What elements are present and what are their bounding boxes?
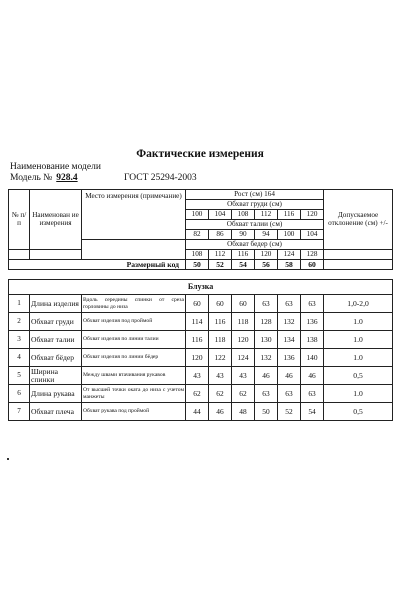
row-value: 114 bbox=[186, 313, 209, 331]
hip-values-row bbox=[9, 250, 393, 260]
row-measurement-name: Длина рукава bbox=[30, 385, 82, 403]
spacer-row bbox=[9, 270, 393, 280]
chest-value: 104 bbox=[209, 210, 232, 220]
row-value: 43 bbox=[186, 367, 209, 385]
row-value: 63 bbox=[278, 385, 301, 403]
header-number: № п/п bbox=[9, 190, 30, 250]
row-value: 63 bbox=[301, 295, 324, 313]
row-value: 46 bbox=[209, 403, 232, 421]
row-value: 140 bbox=[301, 349, 324, 367]
size-code: 52 bbox=[209, 260, 232, 270]
row-value: 63 bbox=[278, 295, 301, 313]
row-number: 3 bbox=[9, 331, 30, 349]
model-number-label: Модель № bbox=[10, 173, 53, 183]
header-tolerance: Допускаемое отклонение (см) +/- bbox=[324, 190, 393, 250]
row-value: 52 bbox=[278, 403, 301, 421]
table-row bbox=[9, 313, 393, 331]
row-value: 54 bbox=[301, 403, 324, 421]
waist-value: 90 bbox=[232, 230, 255, 240]
row-value: 63 bbox=[301, 385, 324, 403]
model-number-line bbox=[10, 173, 390, 183]
row-measurement-place: Обхват изделия по линии талии bbox=[82, 331, 186, 349]
size-code: 56 bbox=[255, 260, 278, 270]
row-value: 128 bbox=[255, 313, 278, 331]
header-measurement-place: Место измерения (примечание) bbox=[82, 190, 186, 240]
hip-value: 128 bbox=[301, 250, 324, 260]
table-row bbox=[9, 349, 393, 367]
row-value: 134 bbox=[278, 331, 301, 349]
waist-value: 100 bbox=[278, 230, 301, 240]
model-number: 928.4 bbox=[56, 173, 78, 183]
document-title: Фактические измерения bbox=[136, 148, 264, 160]
row-value: 43 bbox=[232, 367, 255, 385]
row-measurement-place: Обхват изделия под проймой bbox=[82, 313, 186, 331]
row-tolerance: 1.0 bbox=[324, 349, 393, 367]
size-code: 50 bbox=[186, 260, 209, 270]
chest-value: 108 bbox=[232, 210, 255, 220]
row-value: 46 bbox=[255, 367, 278, 385]
hip-value: 116 bbox=[232, 250, 255, 260]
row-value: 62 bbox=[186, 385, 209, 403]
row-measurement-name: Обхват плеча bbox=[30, 403, 82, 421]
row-value: 60 bbox=[209, 295, 232, 313]
size-code-row bbox=[9, 260, 393, 270]
chest-value: 116 bbox=[278, 210, 301, 220]
hip-value: 120 bbox=[255, 250, 278, 260]
row-number: 5 bbox=[9, 367, 30, 385]
header-hip-label: Обхват бедер (см) bbox=[186, 240, 324, 250]
row-value: 116 bbox=[209, 313, 232, 331]
row-value: 132 bbox=[255, 349, 278, 367]
row-measurement-place: Между швами втачивания рукавов bbox=[82, 367, 186, 385]
row-value: 138 bbox=[301, 331, 324, 349]
row-tolerance: 0,5 bbox=[324, 367, 393, 385]
row-number: 7 bbox=[9, 403, 30, 421]
row-measurement-name: Обхват талии bbox=[30, 331, 82, 349]
row-value: 120 bbox=[232, 331, 255, 349]
waist-value: 94 bbox=[255, 230, 278, 240]
row-measurement-name: Обхват бёдер bbox=[30, 349, 82, 367]
row-value: 116 bbox=[186, 331, 209, 349]
table-row bbox=[9, 403, 393, 421]
size-code: 58 bbox=[278, 260, 301, 270]
waist-value: 104 bbox=[301, 230, 324, 240]
row-value: 50 bbox=[255, 403, 278, 421]
size-code-label: Размерный код bbox=[9, 260, 186, 270]
row-value: 120 bbox=[186, 349, 209, 367]
header-measurement-name: Наименован ие измерения bbox=[30, 190, 82, 250]
row-value: 44 bbox=[186, 403, 209, 421]
hip-value: 112 bbox=[209, 250, 232, 260]
hip-value: 124 bbox=[278, 250, 301, 260]
row-value: 43 bbox=[209, 367, 232, 385]
row-value: 63 bbox=[255, 385, 278, 403]
model-name-label: Наименование модели bbox=[10, 162, 101, 172]
chest-value: 112 bbox=[255, 210, 278, 220]
row-measurement-name: Длина изделия bbox=[30, 295, 82, 313]
row-tolerance: 1.0 bbox=[324, 331, 393, 349]
header-waist-label: Обхват талии (см) bbox=[186, 220, 324, 230]
row-measurement-place: От высшей точки оката до низа с учетом манжеты bbox=[82, 385, 186, 403]
section-row bbox=[9, 280, 393, 295]
header-place-spacer bbox=[82, 240, 186, 260]
row-value: 130 bbox=[255, 331, 278, 349]
size-code: 60 bbox=[301, 260, 324, 270]
row-number: 2 bbox=[9, 313, 30, 331]
table-row bbox=[9, 367, 393, 385]
row-number: 6 bbox=[9, 385, 30, 403]
row-value: 62 bbox=[232, 385, 255, 403]
waist-value: 86 bbox=[209, 230, 232, 240]
row-value: 48 bbox=[232, 403, 255, 421]
row-value: 46 bbox=[278, 367, 301, 385]
row-number: 4 bbox=[9, 349, 30, 367]
row-value: 124 bbox=[232, 349, 255, 367]
gost-standard: ГОСТ 25294-2003 bbox=[124, 173, 197, 183]
row-value: 62 bbox=[209, 385, 232, 403]
row-value: 136 bbox=[278, 349, 301, 367]
row-value: 118 bbox=[209, 331, 232, 349]
header-tolerance-spacer bbox=[324, 250, 393, 260]
chest-value: 120 bbox=[301, 210, 324, 220]
row-measurement-place: Обхват рукава под проймой bbox=[82, 403, 186, 421]
row-measurement-name: Ширина спинки bbox=[30, 367, 82, 385]
row-value: 63 bbox=[255, 295, 278, 313]
row-value: 60 bbox=[186, 295, 209, 313]
row-tolerance: 1.0 bbox=[324, 313, 393, 331]
section-title: Блузка bbox=[9, 280, 393, 295]
header-chest-label: Обхват груди (см) bbox=[186, 200, 324, 210]
chest-value: 100 bbox=[186, 210, 209, 220]
row-tolerance: 1.0 bbox=[324, 385, 393, 403]
hip-value: 108 bbox=[186, 250, 209, 260]
spacer-cell bbox=[9, 270, 393, 280]
row-value: 122 bbox=[209, 349, 232, 367]
row-measurement-place: Вдоль середины спинки от среза горловины до низа bbox=[82, 295, 186, 313]
row-tolerance: 0,5 bbox=[324, 403, 393, 421]
header-height: Рост (см) 164 bbox=[186, 190, 324, 200]
row-number: 1 bbox=[9, 295, 30, 313]
size-code-tolerance-empty bbox=[324, 260, 393, 270]
row-measurement-name: Обхват груди bbox=[30, 313, 82, 331]
row-value: 60 bbox=[232, 295, 255, 313]
table-row bbox=[9, 331, 393, 349]
table-row bbox=[9, 295, 393, 313]
header-number-spacer bbox=[9, 250, 30, 260]
row-tolerance: 1,0-2,0 bbox=[324, 295, 393, 313]
row-value: 46 bbox=[301, 367, 324, 385]
row-value: 132 bbox=[278, 313, 301, 331]
stray-mark bbox=[7, 458, 9, 460]
row-value: 136 bbox=[301, 313, 324, 331]
waist-value: 82 bbox=[186, 230, 209, 240]
row-measurement-place: Обхват изделия по линии бёдер bbox=[82, 349, 186, 367]
size-code: 54 bbox=[232, 260, 255, 270]
table-row bbox=[9, 385, 393, 403]
header-name-spacer bbox=[30, 250, 82, 260]
row-value: 118 bbox=[232, 313, 255, 331]
measurements-table bbox=[8, 189, 393, 421]
